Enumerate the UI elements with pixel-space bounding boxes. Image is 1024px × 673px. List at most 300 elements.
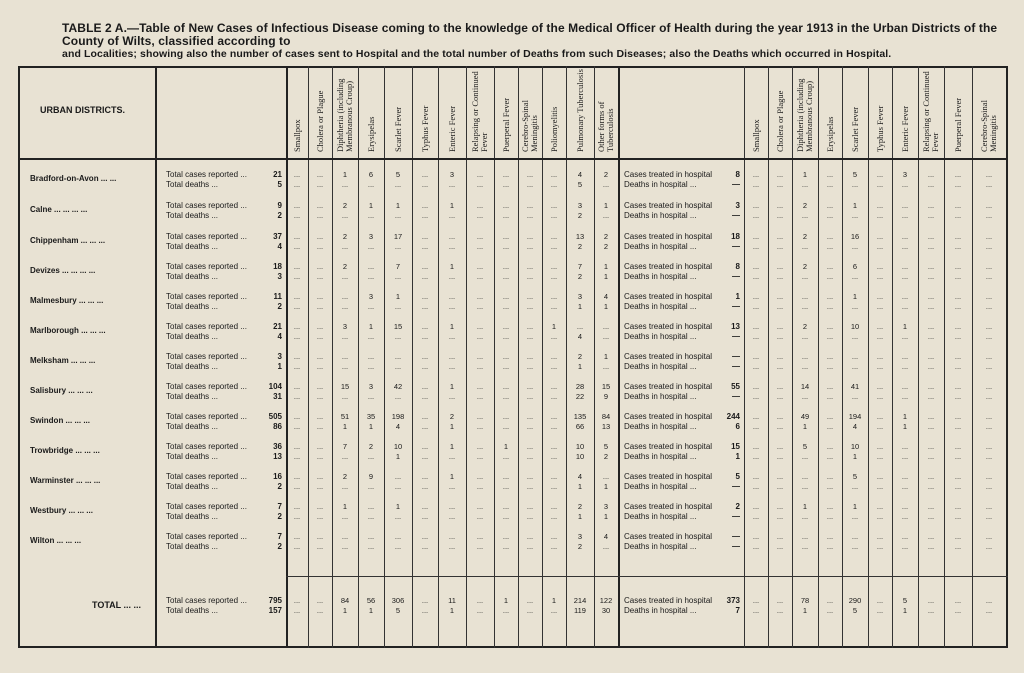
table-cell: ... xyxy=(985,606,993,615)
table-cell: ... xyxy=(776,412,784,421)
table-cell: ... xyxy=(293,292,301,301)
table-cell: ... xyxy=(550,170,558,179)
table-cell: ... xyxy=(776,211,784,220)
table-cell: ... xyxy=(341,302,349,311)
table-cell: 1 xyxy=(852,452,858,461)
table-cell: ... xyxy=(801,292,809,301)
table-cell: ... xyxy=(901,362,909,371)
table-cell: ... xyxy=(954,322,962,331)
table-cell: ... xyxy=(954,242,962,251)
table-cell: 1 xyxy=(395,452,401,461)
table-cell: 7 xyxy=(577,262,583,271)
table-cell: ... xyxy=(954,502,962,511)
district-name: Warminster ... ... ... xyxy=(30,476,101,485)
table-cell: 1 xyxy=(342,502,348,511)
table-cell: ... xyxy=(448,452,456,461)
table-cell: 2 xyxy=(342,472,348,481)
table-cell: ... xyxy=(752,502,760,511)
table-cell: 51 xyxy=(340,412,350,421)
table-cell: ... xyxy=(876,412,884,421)
column-divider xyxy=(566,66,567,648)
table-cell: ... xyxy=(776,242,784,251)
hospital-deaths-value: — xyxy=(732,180,740,189)
total-cases-label: Total cases reported ... xyxy=(166,170,247,179)
table-cell: ... xyxy=(476,232,484,241)
table-cell: 1 xyxy=(577,512,583,521)
table-cell: ... xyxy=(526,201,534,210)
total-deaths-value: 2 xyxy=(277,512,282,521)
table-cell: ... xyxy=(826,542,834,551)
left-col-header: Typhus Fever xyxy=(419,105,430,152)
table-cell: ... xyxy=(316,422,324,431)
total-cases-label: Total cases reported ... xyxy=(166,322,247,331)
table-cell: ... xyxy=(826,452,834,461)
table-cell: ... xyxy=(985,201,993,210)
total-cases-label: Total cases reported ... xyxy=(166,262,247,271)
table-cell: ... xyxy=(293,452,301,461)
table-cell: ... xyxy=(367,262,375,271)
table-cell: ... xyxy=(316,442,324,451)
table-cell: ... xyxy=(985,322,993,331)
total-cases-label: Total cases reported ... xyxy=(166,232,247,241)
right-col-header: Erysipelas xyxy=(824,116,835,152)
table-cell: ... xyxy=(985,211,993,220)
table-cell: 2 xyxy=(577,502,583,511)
table-cell: ... xyxy=(550,382,558,391)
table-cell: 2 xyxy=(802,201,808,210)
table-cell: ... xyxy=(448,232,456,241)
table-cell: ... xyxy=(927,442,935,451)
table-cell: ... xyxy=(927,422,935,431)
table-cell: ... xyxy=(550,302,558,311)
left-col-header: Erysipelas xyxy=(365,116,376,152)
table-cell: 198 xyxy=(391,412,405,421)
table-cell: 3 xyxy=(577,201,583,210)
table-cell: ... xyxy=(752,382,760,391)
table-cell: ... xyxy=(901,262,909,271)
table-cell: ... xyxy=(448,352,456,361)
hospital-cases-value: 373 xyxy=(726,596,740,605)
hospital-deaths-value: — xyxy=(732,512,740,521)
table-cell: ... xyxy=(876,362,884,371)
table-cell: ... xyxy=(421,542,429,551)
table-cell: ... xyxy=(367,542,375,551)
table-cell: ... xyxy=(421,472,429,481)
table-cell: ... xyxy=(316,211,324,220)
table-cell: ... xyxy=(927,242,935,251)
table-cell: ... xyxy=(502,512,510,521)
table-cell: ... xyxy=(341,512,349,521)
table-cell: 15 xyxy=(601,382,611,391)
table-cell: ... xyxy=(927,302,935,311)
table-cell: ... xyxy=(927,606,935,615)
table-cell: 4 xyxy=(577,332,583,341)
table-cell: 1 xyxy=(503,596,509,605)
table-cell: ... xyxy=(876,180,884,189)
column-divider xyxy=(918,66,919,648)
table-cell: ... xyxy=(448,272,456,281)
total-cases-label: Total cases reported ... xyxy=(166,382,247,391)
table-cell: ... xyxy=(341,482,349,491)
total-deaths-label: Total deaths ... xyxy=(166,211,219,220)
table-cell: ... xyxy=(801,332,809,341)
table-cell: ... xyxy=(526,302,534,311)
table-cell: ... xyxy=(901,272,909,281)
table-cell: ... xyxy=(316,262,324,271)
table-cell: 5 xyxy=(577,180,583,189)
table-cell: ... xyxy=(421,502,429,511)
table-cell: ... xyxy=(394,272,402,281)
table-cell: ... xyxy=(476,532,484,541)
table-cell: ... xyxy=(341,532,349,541)
table-cell: ... xyxy=(367,512,375,521)
table-cell: 2 xyxy=(577,242,583,251)
table-cell: 5 xyxy=(852,606,858,615)
table-cell: ... xyxy=(341,272,349,281)
table-cell: ... xyxy=(954,542,962,551)
table-cell: ... xyxy=(421,302,429,311)
table-cell: ... xyxy=(316,272,324,281)
total-cases-value: 795 xyxy=(268,596,282,605)
table-cell: ... xyxy=(293,201,301,210)
total-deaths-label: Total deaths ... xyxy=(166,302,219,311)
table-cell: ... xyxy=(876,512,884,521)
table-cell: ... xyxy=(876,352,884,361)
table-cell: 1 xyxy=(603,262,609,271)
table-cell: 4 xyxy=(603,292,609,301)
table-cell: ... xyxy=(801,302,809,311)
table-cell: 84 xyxy=(340,596,350,605)
table-cell: ... xyxy=(476,596,484,605)
district-name: Trowbridge ... ... ... xyxy=(30,446,100,455)
table-cell: ... xyxy=(550,606,558,615)
table-cell: ... xyxy=(752,532,760,541)
column-divider xyxy=(466,66,467,648)
table-cell: ... xyxy=(502,232,510,241)
table-cell: ... xyxy=(421,596,429,605)
table-cell: 2 xyxy=(603,170,609,179)
table-cell: ... xyxy=(954,170,962,179)
table-cell: ... xyxy=(927,412,935,421)
hospital-deaths-value: — xyxy=(732,362,740,371)
column-divider xyxy=(944,66,945,648)
table-cell: ... xyxy=(851,542,859,551)
table-cell: 1 xyxy=(902,422,908,431)
table-cell: ... xyxy=(394,362,402,371)
table-cell: ... xyxy=(851,302,859,311)
table-cell: ... xyxy=(752,272,760,281)
table-cell: ... xyxy=(394,532,402,541)
district-name: Devizes ... ... ... ... xyxy=(30,266,96,275)
table-cell: ... xyxy=(421,382,429,391)
table-cell: 2 xyxy=(342,201,348,210)
table-cell: ... xyxy=(502,292,510,301)
table-cell: ... xyxy=(502,262,510,271)
table-cell: ... xyxy=(293,512,301,521)
hospital-cases-value: 244 xyxy=(726,412,740,421)
table-cell: ... xyxy=(776,262,784,271)
table-cell: ... xyxy=(421,362,429,371)
table-cell: ... xyxy=(316,502,324,511)
hospital-deaths-label: Deaths in hospital ... xyxy=(624,332,697,341)
table-cell: ... xyxy=(293,502,301,511)
total-deaths-value: 31 xyxy=(273,392,282,401)
table-cell: ... xyxy=(954,412,962,421)
table-cell: 1 xyxy=(449,442,455,451)
title-line-1: TABLE 2 A.—Table of New Cases of Infectious Disease coming to the knowledge of the Medical Officer of Health during the year 1913 in the Urban Districts of the County of Wilts, classified according to xyxy=(62,21,998,48)
table-cell: ... xyxy=(985,452,993,461)
table-cell: 3 xyxy=(368,292,374,301)
table-cell: 1 xyxy=(603,352,609,361)
right-col-header: Cerebro-Spinal Meningitis xyxy=(979,100,998,152)
table-cell: 2 xyxy=(342,262,348,271)
table-cell: ... xyxy=(394,242,402,251)
table-cell: ... xyxy=(502,382,510,391)
total-deaths-value: 4 xyxy=(277,332,282,341)
table-cell: ... xyxy=(293,442,301,451)
table-cell: ... xyxy=(526,596,534,605)
table-cell: ... xyxy=(851,482,859,491)
total-cases-label: Total cases reported ... xyxy=(166,292,247,301)
table-cell: ... xyxy=(502,542,510,551)
table-cell: 13 xyxy=(601,422,611,431)
table-cell: ... xyxy=(316,332,324,341)
table-cell: ... xyxy=(293,180,301,189)
table-cell: ... xyxy=(826,352,834,361)
table-cell: 10 xyxy=(850,442,860,451)
total-divider xyxy=(286,576,1008,577)
table-cell: ... xyxy=(526,392,534,401)
total-deaths-value: 2 xyxy=(277,302,282,311)
table-cell: ... xyxy=(448,180,456,189)
table-cell: 1 xyxy=(603,272,609,281)
table-cell: ... xyxy=(448,362,456,371)
hospital-cases-value: 18 xyxy=(731,232,740,241)
right-col-header: Relapsing or Continued Fever xyxy=(921,71,940,152)
table-cell: ... xyxy=(851,362,859,371)
table-cell: ... xyxy=(316,170,324,179)
table-cell: 2 xyxy=(577,542,583,551)
table-cell: ... xyxy=(826,262,834,271)
right-col-header: Scarlet Fever xyxy=(849,106,860,152)
table-cell: 1 xyxy=(603,482,609,491)
table-cell: ... xyxy=(954,272,962,281)
district-name: Swindon ... ... ... xyxy=(30,416,90,425)
table-cell: ... xyxy=(367,362,375,371)
table-cell: ... xyxy=(502,242,510,251)
table-cell: 1 xyxy=(368,201,374,210)
table-cell: 214 xyxy=(573,596,587,605)
table-cell: ... xyxy=(851,512,859,521)
table-cell: 15 xyxy=(340,382,350,391)
hospital-deaths-value: — xyxy=(732,272,740,281)
table-cell: ... xyxy=(876,292,884,301)
table-cell: ... xyxy=(421,201,429,210)
hospital-deaths-label: Deaths in hospital ... xyxy=(624,362,697,371)
total-deaths-label: Total deaths ... xyxy=(166,362,219,371)
total-cases-value: 37 xyxy=(273,232,282,241)
table-cell: ... xyxy=(876,211,884,220)
table-cell: ... xyxy=(526,452,534,461)
table-cell: ... xyxy=(550,422,558,431)
table-cell: ... xyxy=(752,242,760,251)
table-cell: ... xyxy=(293,422,301,431)
table-cell: ... xyxy=(526,180,534,189)
right-col-header: Typhus Fever xyxy=(874,105,885,152)
table-cell: ... xyxy=(901,502,909,511)
table-cell: ... xyxy=(954,352,962,361)
table-cell: ... xyxy=(752,322,760,331)
table-cell: ... xyxy=(550,482,558,491)
total-deaths-label: Total deaths ... xyxy=(166,422,219,431)
hospital-deaths-value: — xyxy=(732,332,740,341)
hospital-cases-value: 2 xyxy=(735,502,740,511)
table-cell: 4 xyxy=(603,532,609,541)
table-cell: ... xyxy=(550,211,558,220)
table-cell: 2 xyxy=(802,262,808,271)
table-cell: ... xyxy=(954,472,962,481)
table-cell: ... xyxy=(901,352,909,361)
table-cell: 41 xyxy=(850,382,860,391)
table-cell: ... xyxy=(927,352,935,361)
table-cell: 1 xyxy=(449,322,455,331)
table-cell: ... xyxy=(776,596,784,605)
table-cell: ... xyxy=(776,232,784,241)
table-cell: 7 xyxy=(395,262,401,271)
table-cell: ... xyxy=(876,422,884,431)
table-cell: ... xyxy=(876,482,884,491)
column-divider xyxy=(792,66,793,648)
table-cell: ... xyxy=(876,302,884,311)
hospital-cases-value: — xyxy=(732,532,740,541)
table-cell: ... xyxy=(526,232,534,241)
table-cell: ... xyxy=(550,442,558,451)
district-name: Salisbury ... ... ... xyxy=(30,386,93,395)
total-cases-value: 7 xyxy=(277,532,282,541)
table-cell: ... xyxy=(448,292,456,301)
table-cell: 3 xyxy=(603,502,609,511)
hospital-cases-value: 55 xyxy=(731,382,740,391)
table-cell: ... xyxy=(901,392,909,401)
table-cell: 3 xyxy=(342,322,348,331)
table-cell: 10 xyxy=(575,452,585,461)
table-cell: ... xyxy=(927,180,935,189)
table-cell: ... xyxy=(293,532,301,541)
total-cases-value: 16 xyxy=(273,472,282,481)
table-cell: ... xyxy=(293,362,301,371)
table-cell: ... xyxy=(876,542,884,551)
right-col-header: Smallpox xyxy=(750,119,761,152)
table-cell: ... xyxy=(394,512,402,521)
table-cell: 1 xyxy=(802,502,808,511)
table-cell: ... xyxy=(394,180,402,189)
table-cell: ... xyxy=(876,170,884,179)
table-cell: ... xyxy=(876,232,884,241)
district-name: Westbury ... ... ... xyxy=(30,506,93,515)
table-cell: ... xyxy=(954,382,962,391)
table-cell: ... xyxy=(526,512,534,521)
table-cell: ... xyxy=(476,322,484,331)
table-cell: ... xyxy=(476,606,484,615)
table-cell: ... xyxy=(826,442,834,451)
total-cases-value: 7 xyxy=(277,502,282,511)
table-cell: ... xyxy=(316,242,324,251)
table-cell: ... xyxy=(421,211,429,220)
table-cell: ... xyxy=(316,352,324,361)
table-cell: ... xyxy=(476,382,484,391)
table-cell: ... xyxy=(448,542,456,551)
table-cell: ... xyxy=(776,606,784,615)
table-cell: ... xyxy=(826,322,834,331)
table-cell: ... xyxy=(954,180,962,189)
hospital-cases-value: 5 xyxy=(735,472,740,481)
table-cell: ... xyxy=(826,272,834,281)
table-cell: ... xyxy=(421,272,429,281)
table-cell: ... xyxy=(927,512,935,521)
table-cell: ... xyxy=(421,442,429,451)
table-cell: ... xyxy=(826,382,834,391)
table-cell: ... xyxy=(752,606,760,615)
table-cell: ... xyxy=(476,472,484,481)
table-cell: 11 xyxy=(448,596,456,605)
table-cell: 1 xyxy=(577,482,583,491)
table-cell: 2 xyxy=(802,232,808,241)
table-cell: ... xyxy=(985,362,993,371)
table-cell: ... xyxy=(341,452,349,461)
table-cell: ... xyxy=(394,482,402,491)
table-cell: ... xyxy=(901,242,909,251)
table-cell: 1 xyxy=(577,302,583,311)
table-cell: ... xyxy=(448,302,456,311)
table-cell: ... xyxy=(341,352,349,361)
hospital-cases-label: Cases treated in hospital xyxy=(624,596,713,605)
table-cell: ... xyxy=(985,292,993,301)
table-cell: ... xyxy=(293,482,301,491)
hospital-cases-label: Cases treated in hospital xyxy=(624,442,713,451)
table-cell: ... xyxy=(476,302,484,311)
table-cell: ... xyxy=(776,272,784,281)
total-label: TOTAL ... ... xyxy=(92,600,142,610)
table-cell: ... xyxy=(526,532,534,541)
total-deaths-value: 13 xyxy=(273,452,282,461)
table-cell: ... xyxy=(954,302,962,311)
table-cell: 2 xyxy=(449,412,455,421)
table-cell: ... xyxy=(954,512,962,521)
table-cell: ... xyxy=(776,362,784,371)
table-cell: ... xyxy=(502,422,510,431)
table-cell: ... xyxy=(293,302,301,311)
table-cell: ... xyxy=(776,442,784,451)
table-cell: 122 xyxy=(599,596,613,605)
table-cell: ... xyxy=(602,211,610,220)
table-cell: ... xyxy=(927,201,935,210)
table-cell: ... xyxy=(421,322,429,331)
table-cell: ... xyxy=(526,362,534,371)
table-cell: ... xyxy=(752,352,760,361)
table-cell: 1 xyxy=(902,412,908,421)
table-cell: ... xyxy=(293,596,301,605)
table-cell: ... xyxy=(502,352,510,361)
table-cell: ... xyxy=(876,332,884,341)
hospital-cases-value: — xyxy=(732,352,740,361)
table-cell: ... xyxy=(776,392,784,401)
table-cell: ... xyxy=(801,272,809,281)
table-cell: 3 xyxy=(577,292,583,301)
table-cell: ... xyxy=(502,482,510,491)
table-cell: ... xyxy=(826,392,834,401)
table-cell: ... xyxy=(752,262,760,271)
table-cell: ... xyxy=(448,502,456,511)
